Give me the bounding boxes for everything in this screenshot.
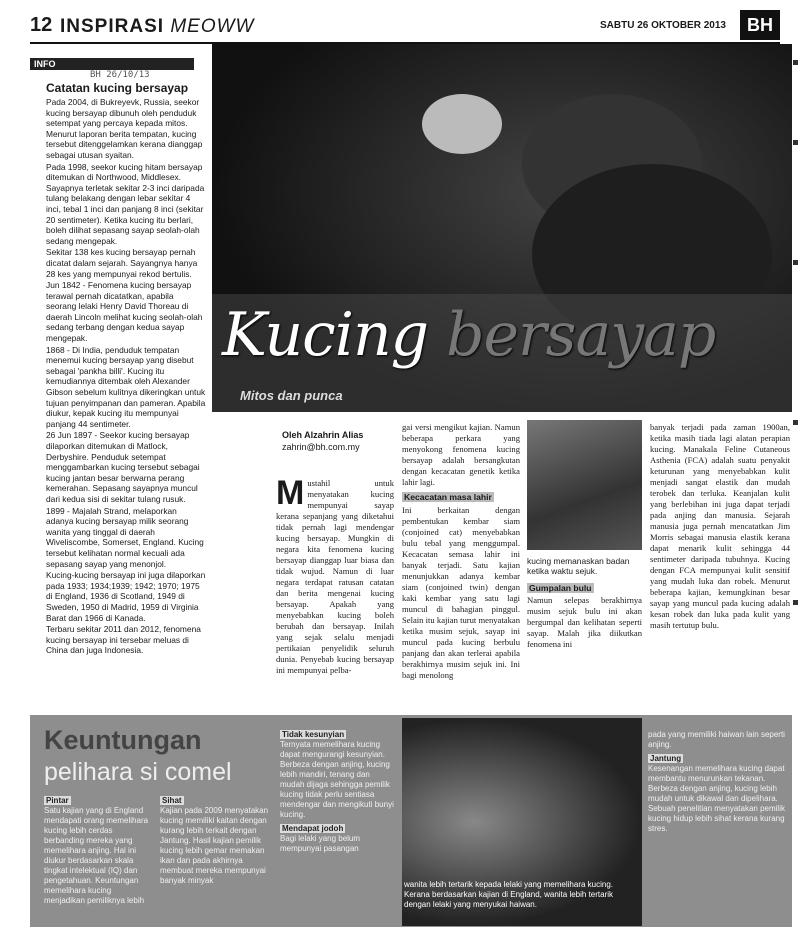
info-paragraph: Pada 1998, seekor kucing hitam bersayap ditemukan di Northwood, Middlesex. Sayapnya terletak sekitar 2-3 inci daripada tulang belakang dengan lebar sekitar 4 inci, tebal 1 inci dan panjang 8 inci (sekitar 20 sentimeter). Ketika kucing itu berlari, boleh dilihat sepasang sayap seolah-olah sedang mengepak. <box>46 161 205 246</box>
band-text: Kajian pada 2009 menyatakan kucing memiliki kaitan dengan kurang lebih terkait dengan Jantung. Hasil kajian pemilik kucing lebih gemar memakan ikan dan pada akhirnya membuat mereka mempunyai banyak minyak <box>160 806 269 885</box>
band-column-3 <box>280 730 395 922</box>
photo-caption <box>527 556 642 650</box>
handwritten-note: BH 26/10/13 <box>90 70 150 80</box>
scan-mark <box>793 420 798 425</box>
info-title: Catatan kucing bersayap <box>46 81 189 95</box>
issue-date: SABTU 26 OKTOBER 2013 <box>600 20 726 31</box>
article-column-4: banyak terjadi pada zaman 1900an, ketika masih tiada lagi alatan perapian kucing. Manakala Feline Cutaneous Asthenia (FCA) adalah suatu penyakit keturunan yang menyebabkan kulit menjadi sangat elastik dan mudah terobek dan terluka. Keanjalan kulit yang berlebihan ini juga dapat terjadi pada anjing dan manusia. Sejarah manusia juga pernah mencatatkan Jim Morris sebagai manusia elastik kerana dapat menarik kulit sehingga 44 sentimeter daripada tubuhnya. Kucing dengan FCA mempunyai kulit sensitif yang mudah luka dan robek. Menurut beberapa kajian, kemungkinan besar sayap yang muncul pada kucing adalah kesan robek dan luka pada kulit yang masih tertutup bulu. <box>650 422 790 630</box>
info-column <box>46 97 206 707</box>
band-column-4 <box>648 730 786 922</box>
subhead: Gumpalan bulu <box>529 582 592 593</box>
section-title <box>60 16 254 38</box>
info-paragraph: 26 Jun 1897 - Seekor kucing bersayap dilaporkan ditemukan di Matlock, Derbyshire. Penduduk setempat menggambarkan kucing tersebut sebagai kucing jantan besar berwarna perang kemerahan. Sepasang sayapnya muncul dari kedua sisi di sekitar tulang rusuk. <box>46 430 200 504</box>
hero-title <box>222 300 715 370</box>
subhead: Kecacatan masa lahir <box>404 492 492 502</box>
page-number: 12 <box>30 14 53 36</box>
hero-title-faded: bersayap <box>446 300 716 370</box>
band-photo-text: wanita lebih tertarik kepada lelaki yang memelihara kucing. Kerana berdasarkan kajian di England, wanita lebih tertarik dengan lelaki yang menyukai haiwan. <box>404 880 614 909</box>
caption-text: kucing memanaskan badan ketika waktu sejuk. <box>527 556 630 577</box>
info-paragraph: Jun 1842 - Fenomena kucing bersayap terawal pernah dicatatkan, apabila seorang lelaki Henry David Thoreau di daerah Lincoln melihat kucing seolah-olah sedang terbang dengan kedua sayap mengepak. <box>46 280 203 344</box>
section-subname: MEOWW <box>170 16 255 37</box>
hero-title-main: Kucing <box>222 300 428 370</box>
band-title: Keuntungan <box>44 725 202 755</box>
info-paragraph: Terbaru sekitar 2011 dan 2012, fenomena kucing bersayap ini tersebar meluas di China dan juga Indonesia. <box>46 624 201 656</box>
info-paragraph: Sekitar 138 kes kucing bersayap pernah dicatat dalam sejarah. Sayangnya hanya 28 kes yang mempunyai rekod bertulis. <box>46 247 198 279</box>
brand-logo: BH <box>740 10 780 40</box>
band-column-1 <box>44 796 152 922</box>
band-text: pada yang memiliki haiwan lain seperti anjing. <box>648 730 785 749</box>
band-subhead: Mendapat jodoh <box>282 824 344 833</box>
info-paragraph: 1899 - Majalah Strand, melaporkan adanya kucing bersayap milik seorang wanita yang tinggal di daerah Wiveliscombe, Somerset, England. Kucing tersebut kelihatan normal kecuali ada sepasang sayap yang menonjol. <box>46 505 204 569</box>
band-text: Bagi lelaki yang belum mempunyai pasangan <box>280 834 361 853</box>
band-subhead: Jantung <box>650 754 682 763</box>
byline: Oleh Alzahrin Alias <box>282 430 364 440</box>
scan-mark <box>793 60 798 65</box>
hero-subtitle: Mitos dan punca <box>240 388 343 403</box>
article-text: ustahil untuk menyatakan kucing mempunyai sayap kerana sepanjang yang diketahui tidak pernah lagi mendengar kucing bersayap. Mungkin di negara kita fenomena kucing bersayap dianggap luar biasa dan tidak wujud. Namun di luar negara terdapat ratusan catatan dan berita mengenai kucing bersayap. Apakah yang menyebabkan kucing boleh berubah dan bersayap. Inilah yang sejak selalu menjadi pertikaian penyelidik seluruh dunia. Penyebab kucing bersayap ini mempunyai pelba- <box>276 478 394 675</box>
article-text: gai versi mengikut kajian. Namun beberapa perkara yang menyokong fenomena kucing bersayap adalah bersangkutan dengan kecacatan genetik ketika lahir lagi. <box>402 422 520 487</box>
band-text: Ternyata memelihara kucing dapat mengurangi kesunyian. Berbeza dengan anjing, kucing lebih mandiri, tenang dan mudah dijaga sehingga pemilik kucing tidak perlu sentiasa mendengar dan mengikuti bunyi kucing. <box>280 740 394 819</box>
scan-mark <box>793 260 798 265</box>
band-subhead: Sihat <box>162 796 182 805</box>
scan-mark <box>793 140 798 145</box>
article-column-1 <box>276 478 394 708</box>
band-subhead: Tidak kesunyian <box>282 730 345 739</box>
info-paragraph: 1868 - Di India, penduduk tempatan menemui kucing bersayap yang disebut sebagai 'pankha billi'. Kucing itu kemudiannya ditembak oleh Alexander Gibson sebelum kulitnya dikeringkan untuk tujuan penyimpanan dan pameran. Apabila diukur, kepak kucing itu mempunyai panjang 44 sentimeter. <box>46 344 206 429</box>
band-subtitle: pelihara si comel <box>44 758 232 786</box>
article-column-2 <box>402 422 520 712</box>
info-paragraph: Kucing-kucing bersayap ini juga dilaporkan pada 1933; 1934;1939; 1942; 1970; 1975 di England, 1936 di Scotland, 1949 di Sweden, 1950 di Madrid, 1959 di Virginia Barat dan 1966 di Kanada. <box>46 570 206 623</box>
info-paragraph: Pada 2004, di Bukreyevk, Russia, seekor kucing bersayap dibunuh oleh penduduk setempat yang percaya kepada mitos. Menurut laporan berita tempatan, kucing tersebut ditenggelamkan kerana dianggap sebagai utusan syaitan. <box>46 97 203 160</box>
band-text: Satu kajian yang di England mendapati orang memelihara kucing lebih cerdas berbanding mereka yang memelihara anjing. Hal ini diukur berdasarkan skala tingkat intelektual (IQ) dan pengetahuan. Keuntungan memelihara kucing menjadikan pemiliknya lebih <box>44 806 149 905</box>
author-email[interactable]: zahrin@bh.com.my <box>282 442 360 452</box>
band-text: Kesenangan memelihara kucing dapat membantu menurunkan tekanan. Berbeza dengan anjing, kucing lebih mudah untuk dikawal dan dipelihara. Sebuah penelitian menyatakan pemilik kucing hidup lebih sihat kerana kurang stres. <box>648 764 785 833</box>
info-label: INFO <box>30 58 194 70</box>
scan-mark <box>793 600 798 605</box>
section-name: INSPIRASI <box>60 16 165 37</box>
page-header <box>30 14 780 44</box>
article-text: Ini berkaitan dengan pembentukan kembar siam (conjoined cat) menyebabkan bulu tebal yang menggumpal. Kecacatan semasa lahir ini banyak terjadi. Satu kajian menunjukkan adanya kembar siam (conjoined twin) dengan kaki kembar yang satu lagi muncul di bahagian pinggul. Selain itu kajian turut menyatakan ketika musim sejuk, sayap ini muncul pada kucing berbulu panjang dan akan terlerai apabila berakhirnya musim sejuk ini. Ini bagi menolong <box>402 505 520 680</box>
band-subhead: Pintar <box>46 796 69 805</box>
cat-photo <box>527 420 642 550</box>
drop-cap: M <box>276 478 305 512</box>
article-text: Namun selepas berakhirnya musim sejuk bulu ini akan bergumpal dan kelihatan seperti sayap. Malah jika diikutkan fenomena ini <box>527 595 642 650</box>
band-column-2 <box>160 796 272 922</box>
